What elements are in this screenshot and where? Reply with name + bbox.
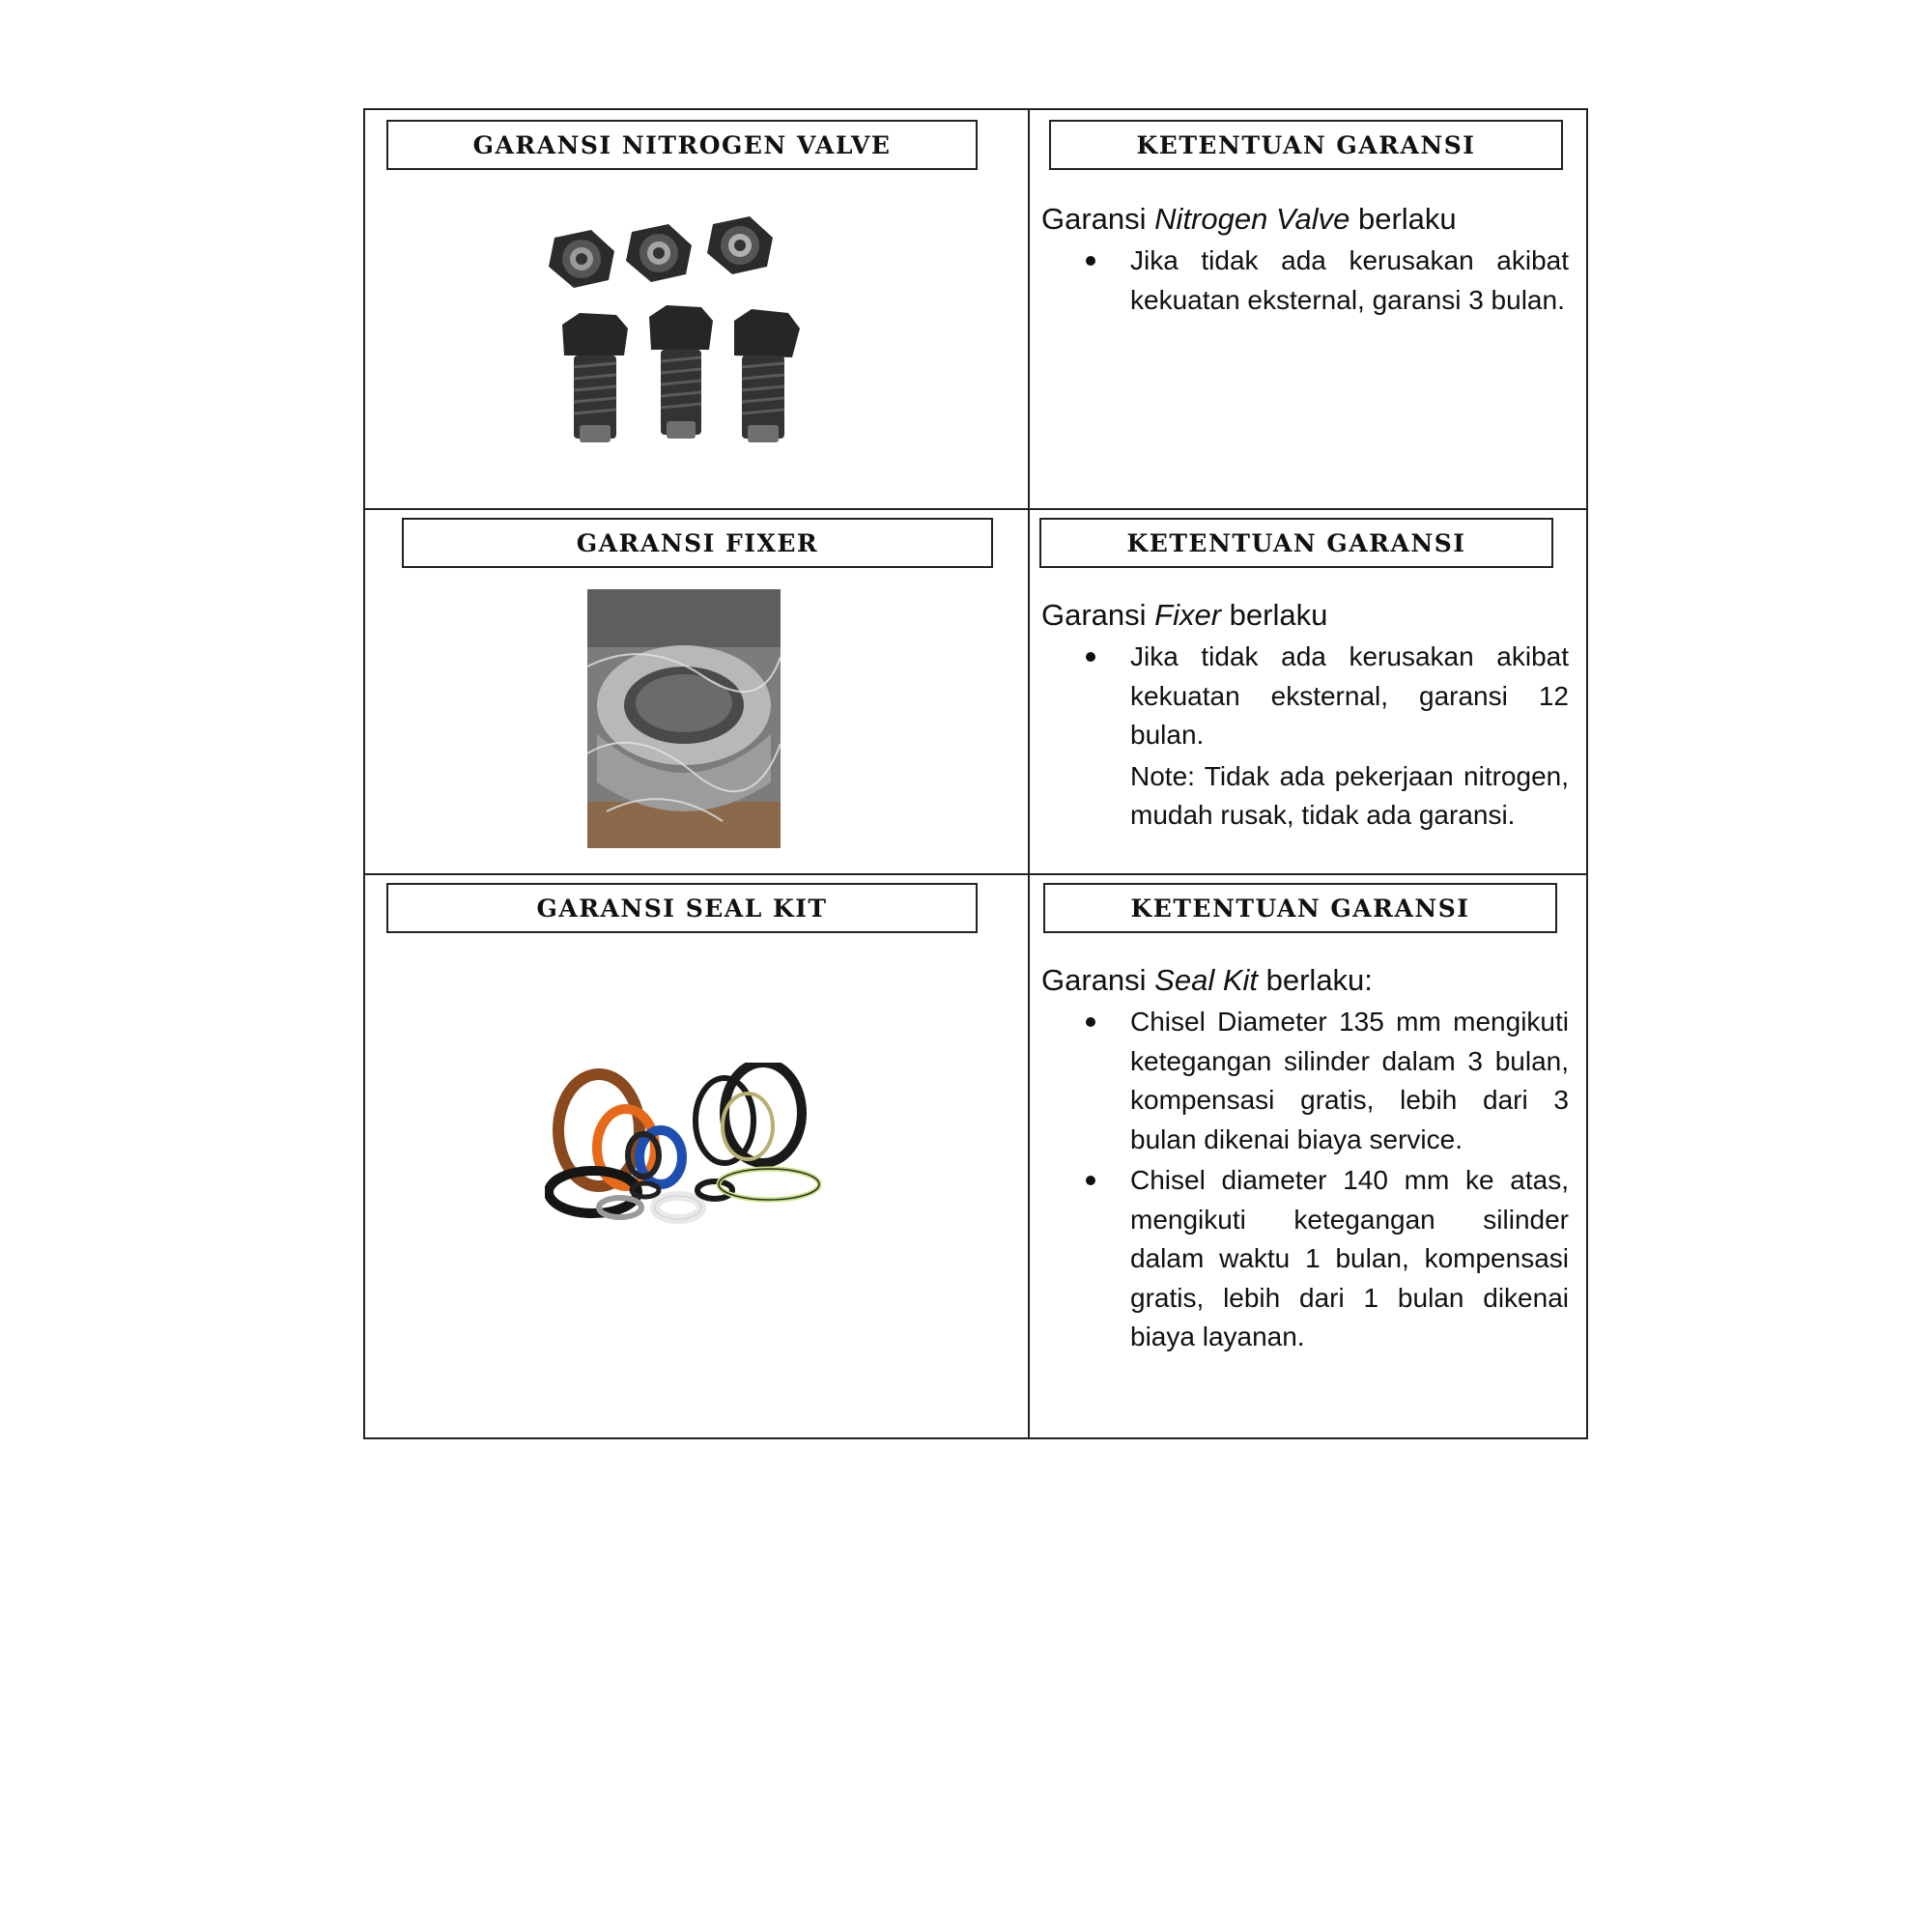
terms-intro: Garansi Nitrogen Valve berlaku (1041, 202, 1457, 236)
terms-bullet: Jika tidak ada kerusakan akibat kekuatan eksternal, garansi 12 bulan. (1130, 638, 1569, 755)
terms-list (1041, 638, 1569, 755)
terms-intro: Garansi Seal Kit berlaku: (1041, 963, 1373, 997)
seal-kit-photo (545, 1063, 825, 1236)
column-divider (1028, 110, 1030, 1437)
section-header-seal-kit: GARANSI SEAL KIT (386, 883, 978, 933)
terms-header-nitrogen-valve: KETENTUAN GARANSI (1049, 120, 1563, 170)
terms-seal-kit (1041, 960, 1569, 1359)
terms-header-fixer: KETENTUAN GARANSI (1039, 518, 1553, 568)
valve-nut-icon (549, 230, 614, 288)
terms-intro: Garansi Fixer berlaku (1041, 598, 1328, 632)
terms-fixer (1041, 595, 1569, 836)
warranty-table (363, 108, 1588, 1439)
terms-list (1041, 242, 1569, 320)
row-divider (365, 508, 1586, 510)
terms-bullet: Chisel Diameter 135 mm mengikuti ketegangan silinder dalam 3 bulan, kompensasi gratis, lebih dari 3 bulan dikenai biaya service. (1130, 1003, 1569, 1159)
section-header-nitrogen-valve: GARANSI NITROGEN VALVE (386, 120, 978, 170)
nitrogen-valve-photo (535, 216, 825, 458)
valve-bolt-icon (649, 305, 713, 439)
terms-list (1041, 1003, 1569, 1357)
valve-bolt-icon (562, 313, 628, 442)
section-header-fixer: GARANSI FIXER (402, 518, 993, 568)
terms-bullet: Jika tidak ada kerusakan akibat kekuatan eksternal, garansi 3 bulan. (1130, 242, 1569, 320)
terms-bullet: Chisel diameter 140 mm ke atas, mengikuti ketegangan silinder dalam waktu 1 bulan, kompensasi gratis, lebih dari 1 bulan dikenai biaya layanan. (1130, 1161, 1569, 1357)
fixer-photo (587, 589, 781, 848)
valve-bolt-icon (734, 309, 800, 442)
valve-nut-icon (626, 224, 692, 282)
valve-nut-icon (707, 216, 773, 274)
terms-header-seal-kit: KETENTUAN GARANSI (1043, 883, 1557, 933)
terms-note: Note: Tidak ada pekerjaan nitrogen, mudah rusak, tidak ada garansi. (1130, 760, 1569, 830)
row-divider (365, 873, 1586, 875)
terms-nitrogen-valve (1041, 199, 1569, 322)
